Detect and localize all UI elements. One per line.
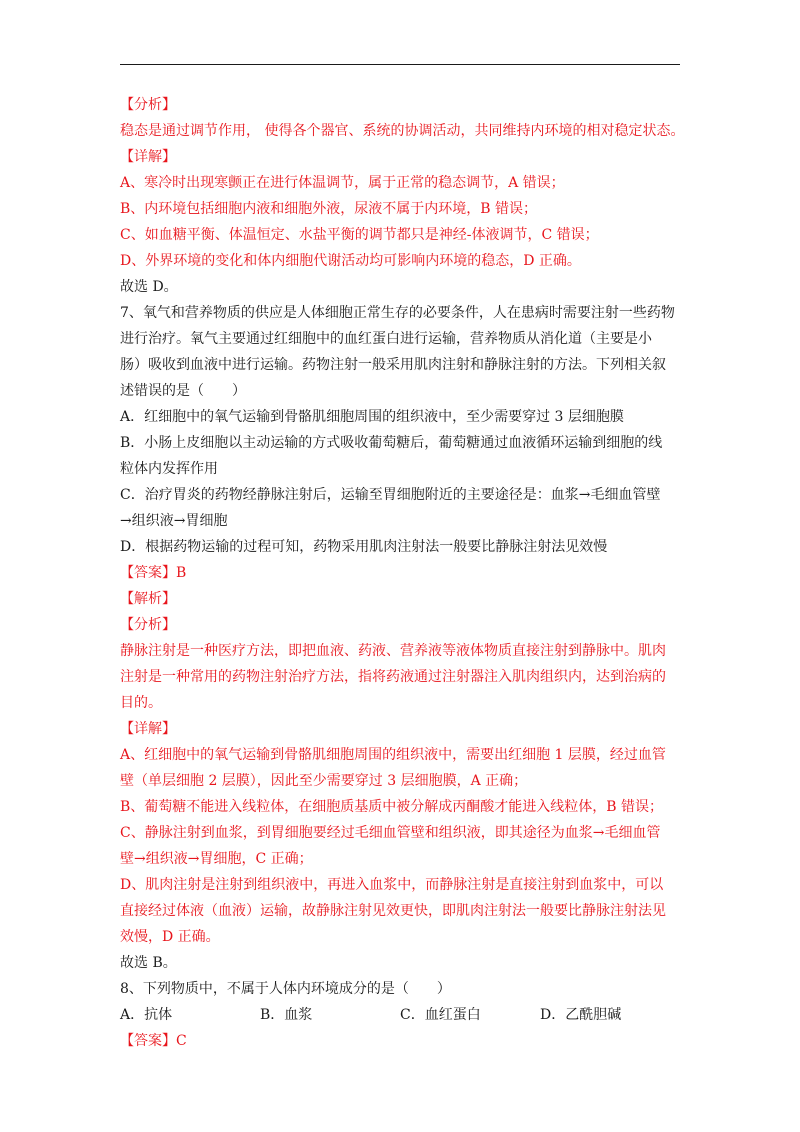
detail-item-d: D、外界环境的变化和体内细胞代谢活动均可影响内环境的稳态，D 正确。 [120,253,581,269]
detail-item-a: A、寒冷时出现寒颤正在进行体温调节，属于正常的稳态调节，A 错误； [120,175,565,191]
q7-detail-b: B、葡萄糖不能进入线粒体，在细胞质基质中被分解成丙酮酸才能进入线粒体，B 错误； [120,799,664,815]
q7-stem-line-2: 进行治疗。氧气主要通过红细胞中的血红蛋白进行运输，营养物质从消化道（主要是小 [120,331,652,347]
detail-item-b: B、内环境包括细胞内液和细胞外液，尿液不属于内环境，B 错误； [120,201,538,217]
q7-stem-line-3: 肠）吸收到血液中进行运输。药物注射一般采用肌肉注射和静脉注射的方法。下列相关叙 [120,357,666,373]
q8-option-c: C．血红蛋白 [400,1007,481,1023]
q8-stem: 8、下列物质中，不属于人体内环境成分的是（ ） [120,981,451,997]
q8-option-a: A．抗体 [120,1007,173,1023]
q7-option-b-line-1: B．小肠上皮细胞以主动运输的方式吸收葡萄糖后，葡萄糖通过血液循环运输到细胞的线 [120,435,663,451]
q7-option-d: D．根据药物运输的过程可知，药物采用肌肉注射法一般要比静脉注射法见效慢 [120,539,608,555]
q7-explanation-tag: 【解析】 [120,591,176,607]
q7-detail-a-line-2: 壁（单层细胞 2 层膜），因此至少需要穿过 3 层细胞膜，A 正确； [120,773,528,789]
analysis-text: 稳态是通过调节作用， 使得各个器官、系统的协调活动，共同维持内环境的相对稳定状态。 [120,123,685,139]
q8-options [120,1002,700,1028]
q7-answer: 【答案】B [120,565,187,581]
q7-detail-tag: 【详解】 [120,721,176,737]
q7-analysis-line-2: 注射是一种常用的药物注射治疗方法，指将药液通过注射器注入肌肉组织内，达到治病的 [120,669,666,685]
q7-option-a: A．红细胞中的氧气运输到骨骼肌细胞周围的组织液中，至少需要穿过 3 层细胞膜 [120,409,624,425]
q7-conclusion: 故选 B。 [120,955,177,971]
q7-stem-line-1: 7、氧气和营养物质的供应是人体细胞正常生存的必要条件，人在患病时需要注射一些药物 [120,305,675,321]
q7-analysis-line-1: 静脉注射是一种医疗方法，即把血液、药液、营养液等液体物质直接注射到静脉中。肌肉 [120,643,666,659]
q7-analysis-line-3: 目的。 [120,695,162,711]
conclusion: 故选 D。 [120,279,178,295]
q7-stem-line-4: 述错误的是（ ） [120,383,246,399]
q8-answer: 【答案】C [120,1033,187,1049]
q7-option-c-line-2: →组织液→胃细胞 [120,513,228,529]
q7-detail-a-line-1: A、红细胞中的氧气运输到骨骼肌细胞周围的组织液中，需要出红细胞 1 层膜，经过血管 [120,747,666,763]
q7-analysis-tag: 【分析】 [120,617,176,633]
detail-tag: 【详解】 [120,149,176,165]
analysis-tag: 【分析】 [120,97,176,113]
q7-detail-d-line-3: 效慢，D 正确。 [120,929,220,945]
q7-detail-d-line-1: D、肌肉注射是注射到组织液中，再进入血浆中，而静脉注射是直接注射到血浆中，可以 [120,877,664,893]
q7-detail-d-line-2: 直接经过体液（血液）运输，故静脉注射见效更快，即肌肉注射法一般要比静脉注射法见 [120,903,666,919]
document-body [120,92,700,1054]
q8-option-b: B．血浆 [260,1007,313,1023]
q7-detail-c-line-1: C、静脉注射到血浆，到胃细胞要经过毛细血管壁和组织液，即其途径为血浆→毛细血管 [120,825,661,841]
q7-option-b-line-2: 粒体内发挥作用 [120,461,218,477]
header-rule [120,64,680,65]
q8-option-d: D．乙酰胆碱 [540,1007,622,1023]
q7-detail-c-line-2: 壁→组织液→胃细胞，C 正确； [120,851,313,867]
detail-item-c: C、如血糖平衡、体温恒定、水盐平衡的调节都只是神经-体液调节，C 错误； [120,227,599,243]
q7-option-c-line-1: C．治疗胃炎的药物经静脉注射后，运输至胃细胞附近的主要途径是：血浆→毛细血管壁 [120,487,661,503]
